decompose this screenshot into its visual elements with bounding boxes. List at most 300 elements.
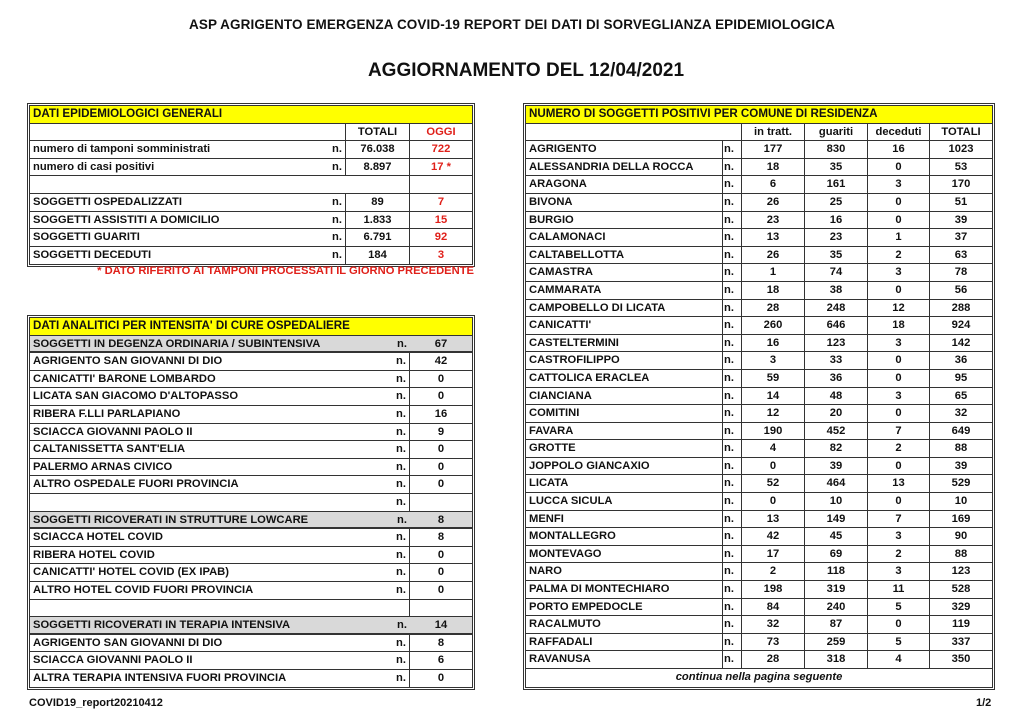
comune-guariti: 35 <box>805 159 868 176</box>
comune-deceduti: 0 <box>868 405 930 422</box>
row-value <box>410 600 472 617</box>
comune-name: PALMA DI MONTECHIARO <box>526 581 723 598</box>
comune-name: BURGIO <box>526 212 723 229</box>
comune-name: LUCCA SICULA <box>526 493 723 510</box>
comune-in-tratt: 13 <box>742 229 805 246</box>
comune-name: GROTTE <box>526 440 723 457</box>
row-label: SCIACCA HOTEL COVID <box>33 531 163 544</box>
comune-guariti: 123 <box>805 335 868 352</box>
comune-row <box>526 475 992 493</box>
comune-row <box>526 616 992 634</box>
hospital-row <box>30 353 472 371</box>
hospital-row <box>30 494 472 512</box>
comune-name: JOPPOLO GIANCAXIO <box>526 458 723 475</box>
comune-guariti: 319 <box>805 581 868 598</box>
comune-name: CAMASTRA <box>526 264 723 281</box>
comune-totali: 142 <box>951 336 971 349</box>
row-unit: n. <box>316 229 346 246</box>
comune-guariti: 74 <box>805 264 868 281</box>
comune-in-tratt: 13 <box>742 511 805 528</box>
row-label: RIBERA HOTEL COVID <box>33 548 155 561</box>
row-label: numero di tamponi somministrati <box>33 143 211 156</box>
comune-deceduti: 0 <box>868 159 930 176</box>
comune-in-tratt: 177 <box>742 141 805 158</box>
update-date-title: AGGIORNAMENTO DEL 12/04/2021 <box>367 60 685 81</box>
comune-guariti: 16 <box>805 212 868 229</box>
row-unit: n. <box>316 141 346 158</box>
comune-unit: n. <box>723 475 742 492</box>
hospital-row <box>30 600 472 618</box>
row-label: PALERMO ARNAS CIVICO <box>33 460 173 473</box>
comune-unit: n. <box>723 405 742 422</box>
comune-row <box>526 317 992 335</box>
comune-name: MENFI <box>526 511 723 528</box>
row-value: 0 <box>437 671 445 684</box>
row-label: SOGGETTI RICOVERATI IN STRUTTURE LOWCARE <box>33 513 309 526</box>
comune-name: CIANCIANA <box>526 388 723 405</box>
column-oggi: OGGI <box>426 125 456 138</box>
comune-totali: 36 <box>954 354 968 367</box>
general-data-table <box>27 103 475 267</box>
comune-unit: n. <box>723 528 742 545</box>
row-value: 0 <box>437 460 445 473</box>
comune-unit: n. <box>723 212 742 229</box>
column-guariti: guariti <box>805 124 868 141</box>
row-unit: n. <box>370 635 410 652</box>
comune-totali: 350 <box>951 653 971 666</box>
comune-deceduti: 5 <box>868 634 930 651</box>
comune-name: CAMMARATA <box>526 282 723 299</box>
comune-row <box>526 599 992 617</box>
general-row <box>30 229 472 247</box>
comune-totali: 10 <box>954 495 968 508</box>
comune-unit: n. <box>723 581 742 598</box>
comune-row <box>526 405 992 423</box>
comune-name: CALTABELLOTTA <box>526 247 723 264</box>
hospital-row <box>30 459 472 477</box>
comune-totali: 63 <box>954 248 968 261</box>
row-label: CALTANISSETTA SANT'ELIA <box>33 443 186 456</box>
continues-note: continua nella pagina seguente <box>675 671 843 683</box>
comune-in-tratt: 26 <box>742 194 805 211</box>
comune-in-tratt: 0 <box>742 458 805 475</box>
comune-totali: 56 <box>954 283 968 296</box>
report-filename: COVID19_report20210412 <box>29 697 163 709</box>
comune-name: RAVANUSA <box>526 651 723 668</box>
row-unit: n. <box>316 247 346 265</box>
comune-row <box>526 282 992 300</box>
comune-guariti: 82 <box>805 440 868 457</box>
report-title: ASP AGRIGENTO EMERGENZA COVID-19 REPORT DEI DATI DI SORVEGLIANZA EPIDEMIOLOGICA <box>189 17 835 32</box>
row-oggi: 17 * <box>431 160 451 173</box>
row-unit: n. <box>370 476 410 493</box>
comune-row <box>526 423 992 441</box>
hospital-row <box>30 388 472 406</box>
comune-totali: 337 <box>951 635 971 648</box>
comune-in-tratt: 52 <box>742 475 805 492</box>
comune-in-tratt: 18 <box>742 159 805 176</box>
hospital-section-row <box>30 336 472 354</box>
hospital-row <box>30 635 472 653</box>
comune-guariti: 248 <box>805 300 868 317</box>
comune-deceduti: 2 <box>868 440 930 457</box>
general-spacer-row <box>30 176 472 194</box>
comune-guariti: 161 <box>805 176 868 193</box>
comune-in-tratt: 28 <box>742 651 805 668</box>
comune-totali: 529 <box>951 477 971 490</box>
hospital-row <box>30 441 472 459</box>
comune-row <box>526 458 992 476</box>
comune-name: CATTOLICA ERACLEA <box>526 370 723 387</box>
comune-row <box>526 247 992 265</box>
comune-totali: 53 <box>954 160 968 173</box>
comune-row <box>526 194 992 212</box>
comune-totali: 169 <box>951 512 971 525</box>
comune-unit: n. <box>723 282 742 299</box>
row-value: 8 <box>437 513 445 526</box>
comune-totali: 329 <box>951 600 971 613</box>
row-label <box>30 494 370 511</box>
row-unit: n. <box>370 353 410 370</box>
comune-in-tratt: 12 <box>742 405 805 422</box>
hospital-section-row <box>30 617 472 635</box>
hospital-row <box>30 547 472 565</box>
row-unit: n. <box>370 459 410 476</box>
comune-unit: n. <box>723 599 742 616</box>
comune-name: CAMPOBELLO DI LICATA <box>526 300 723 317</box>
row-label: ALTRA TERAPIA INTENSIVA FUORI PROVINCIA <box>33 671 287 684</box>
comune-row <box>526 528 992 546</box>
comune-deceduti: 3 <box>868 528 930 545</box>
comune-in-tratt: 28 <box>742 300 805 317</box>
row-unit: n. <box>370 582 410 599</box>
hospital-table-title: DATI ANALITICI PER INTENSITA' DI CURE OSPEDALIERE <box>33 319 350 332</box>
comune-row <box>526 388 992 406</box>
row-unit <box>370 600 410 617</box>
comune-totali: 288 <box>951 301 971 314</box>
row-oggi: 92 <box>434 231 448 244</box>
comune-unit: n. <box>723 423 742 440</box>
comune-totali: 88 <box>954 547 968 560</box>
row-value: 0 <box>437 390 445 403</box>
hospital-row <box>30 652 472 670</box>
comune-unit: n. <box>723 159 742 176</box>
hospital-row <box>30 670 472 688</box>
comune-in-tratt: 73 <box>742 634 805 651</box>
continues-row <box>526 669 992 687</box>
comune-totali: 123 <box>951 565 971 578</box>
row-value: 0 <box>437 443 445 456</box>
comune-deceduti: 11 <box>868 581 930 598</box>
comune-totali: 51 <box>954 195 968 208</box>
column-in-tratt: in tratt. <box>742 124 805 141</box>
comune-row <box>526 581 992 599</box>
comune-totali: 39 <box>954 213 968 226</box>
comune-name: NARO <box>526 563 723 580</box>
hospital-row <box>30 424 472 442</box>
comune-guariti: 35 <box>805 247 868 264</box>
comune-in-tratt: 18 <box>742 282 805 299</box>
comune-unit: n. <box>723 388 742 405</box>
row-label: SOGGETTI ASSISTITI A DOMICILIO <box>33 213 220 226</box>
comuni-columns-row <box>526 124 992 142</box>
comune-in-tratt: 26 <box>742 247 805 264</box>
comune-in-tratt: 17 <box>742 546 805 563</box>
comune-totali: 649 <box>951 424 971 437</box>
comune-name: CALAMONACI <box>526 229 723 246</box>
comune-unit: n. <box>723 546 742 563</box>
comune-deceduti: 3 <box>868 563 930 580</box>
row-value: 0 <box>437 372 445 385</box>
row-value: 0 <box>437 478 445 491</box>
comune-in-tratt: 2 <box>742 563 805 580</box>
row-oggi: 7 <box>437 195 445 208</box>
comune-name: ALESSANDRIA DELLA ROCCA <box>526 159 723 176</box>
hospital-table-header <box>30 318 472 336</box>
row-unit: n. <box>316 212 346 229</box>
comune-row <box>526 511 992 529</box>
row-unit: n. <box>397 337 407 350</box>
comune-deceduti: 13 <box>868 475 930 492</box>
hospital-section-row <box>30 512 472 530</box>
comune-deceduti: 5 <box>868 599 930 616</box>
row-unit: n. <box>370 547 410 564</box>
row-label: SOGGETTI OSPEDALIZZATI <box>33 195 182 208</box>
comune-in-tratt: 59 <box>742 370 805 387</box>
comune-unit: n. <box>723 317 742 334</box>
comune-unit: n. <box>723 335 742 352</box>
row-label: AGRIGENTO SAN GIOVANNI DI DIO <box>33 636 223 649</box>
comune-name: CANICATTI' <box>526 317 723 334</box>
comune-guariti: 149 <box>805 511 868 528</box>
comune-deceduti: 2 <box>868 247 930 264</box>
comune-totali: 1023 <box>948 143 974 156</box>
row-value: 42 <box>434 355 448 368</box>
comune-in-tratt: 260 <box>742 317 805 334</box>
comune-name: AGRIGENTO <box>526 141 723 158</box>
row-unit: n. <box>370 371 410 388</box>
comune-name: MONTALLEGRO <box>526 528 723 545</box>
comune-in-tratt: 23 <box>742 212 805 229</box>
comune-in-tratt: 1 <box>742 264 805 281</box>
row-totali: 8.897 <box>346 159 410 176</box>
column-deceduti: deceduti <box>868 124 930 141</box>
comune-deceduti: 0 <box>868 282 930 299</box>
row-label: SOGGETTI DECEDUTI <box>33 248 152 261</box>
comune-unit: n. <box>723 176 742 193</box>
row-label: SCIACCA GIOVANNI PAOLO II <box>33 425 193 438</box>
row-value: 8 <box>437 531 445 544</box>
general-columns-row <box>30 124 472 142</box>
comune-row <box>526 352 992 370</box>
hospital-care-table <box>27 315 475 690</box>
hospital-row <box>30 371 472 389</box>
comune-totali: 95 <box>954 371 968 384</box>
row-label: SOGGETTI GUARITI <box>33 231 140 244</box>
comune-unit: n. <box>723 264 742 281</box>
comune-row <box>526 300 992 318</box>
row-unit: n. <box>370 670 410 688</box>
comune-deceduti: 16 <box>868 141 930 158</box>
comune-guariti: 240 <box>805 599 868 616</box>
column-totali: TOTALI <box>941 125 981 138</box>
comuni-table-header <box>526 106 992 124</box>
row-label <box>30 600 370 617</box>
comune-name: RACALMUTO <box>526 616 723 633</box>
comune-row <box>526 264 992 282</box>
comune-guariti: 48 <box>805 388 868 405</box>
comune-deceduti: 2 <box>868 546 930 563</box>
row-totali: 89 <box>346 194 410 211</box>
comune-guariti: 464 <box>805 475 868 492</box>
row-value: 0 <box>437 566 445 579</box>
comune-deceduti: 3 <box>868 264 930 281</box>
comune-unit: n. <box>723 493 742 510</box>
comune-in-tratt: 198 <box>742 581 805 598</box>
row-unit: n. <box>397 619 407 632</box>
comune-guariti: 87 <box>805 616 868 633</box>
row-label: ALTRO HOTEL COVID FUORI PROVINCIA <box>33 583 254 596</box>
comune-deceduti: 12 <box>868 300 930 317</box>
comune-name: FAVARA <box>526 423 723 440</box>
row-unit: n. <box>316 159 346 176</box>
row-label: AGRIGENTO SAN GIOVANNI DI DIO <box>33 355 223 368</box>
row-unit: n. <box>397 513 407 526</box>
comune-guariti: 69 <box>805 546 868 563</box>
comune-name: CASTELTERMINI <box>526 335 723 352</box>
comuni-table <box>523 103 995 690</box>
hospital-row <box>30 476 472 494</box>
general-table-title: DATI EPIDEMIOLOGICI GENERALI <box>33 107 223 120</box>
comune-deceduti: 3 <box>868 335 930 352</box>
row-value: 16 <box>434 407 448 420</box>
comune-totali: 37 <box>954 231 968 244</box>
comune-row <box>526 634 992 652</box>
comune-in-tratt: 190 <box>742 423 805 440</box>
row-oggi: 3 <box>437 248 445 261</box>
comune-unit: n. <box>723 563 742 580</box>
row-label: CANICATTI' BARONE LOMBARDO <box>33 372 216 385</box>
row-oggi: 15 <box>434 213 448 226</box>
comune-deceduti: 0 <box>868 458 930 475</box>
comune-deceduti: 0 <box>868 370 930 387</box>
comune-name: ARAGONA <box>526 176 723 193</box>
row-value: 67 <box>434 337 448 350</box>
general-row <box>30 194 472 212</box>
comune-name: CASTROFILIPPO <box>526 352 723 369</box>
comune-totali: 32 <box>954 407 968 420</box>
row-label: LICATA SAN GIACOMO D'ALTOPASSO <box>33 390 239 403</box>
comune-in-tratt: 6 <box>742 176 805 193</box>
hospital-row <box>30 582 472 600</box>
comune-in-tratt: 32 <box>742 616 805 633</box>
comune-unit: n. <box>723 616 742 633</box>
comune-deceduti: 0 <box>868 352 930 369</box>
comune-guariti: 646 <box>805 317 868 334</box>
comune-row <box>526 176 992 194</box>
comune-row <box>526 440 992 458</box>
row-value <box>410 494 472 511</box>
comune-guariti: 23 <box>805 229 868 246</box>
comune-guariti: 33 <box>805 352 868 369</box>
row-label: SOGGETTI IN DEGENZA ORDINARIA / SUBINTENSIVA <box>33 337 321 350</box>
comune-deceduti: 18 <box>868 317 930 334</box>
row-unit: n. <box>370 529 410 546</box>
row-value: 14 <box>434 619 448 632</box>
comune-unit: n. <box>723 440 742 457</box>
comune-in-tratt: 3 <box>742 352 805 369</box>
comune-unit: n. <box>723 511 742 528</box>
comune-in-tratt: 16 <box>742 335 805 352</box>
row-totali: 1.833 <box>346 212 410 229</box>
comune-unit: n. <box>723 141 742 158</box>
general-row <box>30 141 472 159</box>
comune-unit: n. <box>723 247 742 264</box>
hospital-row <box>30 564 472 582</box>
general-row <box>30 212 472 230</box>
comune-deceduti: 0 <box>868 194 930 211</box>
row-label: RIBERA F.LLI PARLAPIANO <box>33 407 181 420</box>
general-row <box>30 159 472 177</box>
row-label: SCIACCA GIOVANNI PAOLO II <box>33 654 193 667</box>
comune-deceduti: 0 <box>868 212 930 229</box>
comune-deceduti: 3 <box>868 388 930 405</box>
comune-name: LICATA <box>526 475 723 492</box>
comune-totali: 119 <box>951 618 971 631</box>
row-unit: n. <box>370 652 410 669</box>
comune-deceduti: 0 <box>868 616 930 633</box>
comune-totali: 78 <box>954 266 968 279</box>
comune-unit: n. <box>723 370 742 387</box>
comune-name: BIVONA <box>526 194 723 211</box>
comune-totali: 90 <box>954 530 968 543</box>
comune-row <box>526 546 992 564</box>
hospital-row <box>30 406 472 424</box>
comune-unit: n. <box>723 634 742 651</box>
comune-in-tratt: 0 <box>742 493 805 510</box>
comune-name: COMITINI <box>526 405 723 422</box>
comune-guariti: 452 <box>805 423 868 440</box>
column-totali: TOTALI <box>346 124 410 141</box>
row-unit: n. <box>370 564 410 581</box>
comune-row <box>526 651 992 669</box>
row-value: 9 <box>437 425 445 438</box>
comune-row <box>526 159 992 177</box>
row-unit: n. <box>370 441 410 458</box>
comune-totali: 528 <box>951 583 971 596</box>
comune-totali: 39 <box>954 459 968 472</box>
comune-guariti: 118 <box>805 563 868 580</box>
comune-unit: n. <box>723 229 742 246</box>
row-value: 8 <box>437 636 445 649</box>
row-unit: n. <box>370 424 410 441</box>
hospital-row <box>30 529 472 547</box>
comune-guariti: 259 <box>805 634 868 651</box>
comune-row <box>526 493 992 511</box>
comune-guariti: 20 <box>805 405 868 422</box>
comune-totali: 65 <box>954 389 968 402</box>
comune-totali: 924 <box>951 319 971 332</box>
comune-unit: n. <box>723 194 742 211</box>
row-oggi: 722 <box>431 143 451 156</box>
comune-unit: n. <box>723 300 742 317</box>
row-label: CANICATTI' HOTEL COVID (EX IPAB) <box>33 566 229 579</box>
comune-totali: 170 <box>951 178 971 191</box>
comune-row <box>526 141 992 159</box>
comune-row <box>526 563 992 581</box>
row-label: numero di casi positivi <box>33 160 155 173</box>
row-unit: n. <box>370 406 410 423</box>
